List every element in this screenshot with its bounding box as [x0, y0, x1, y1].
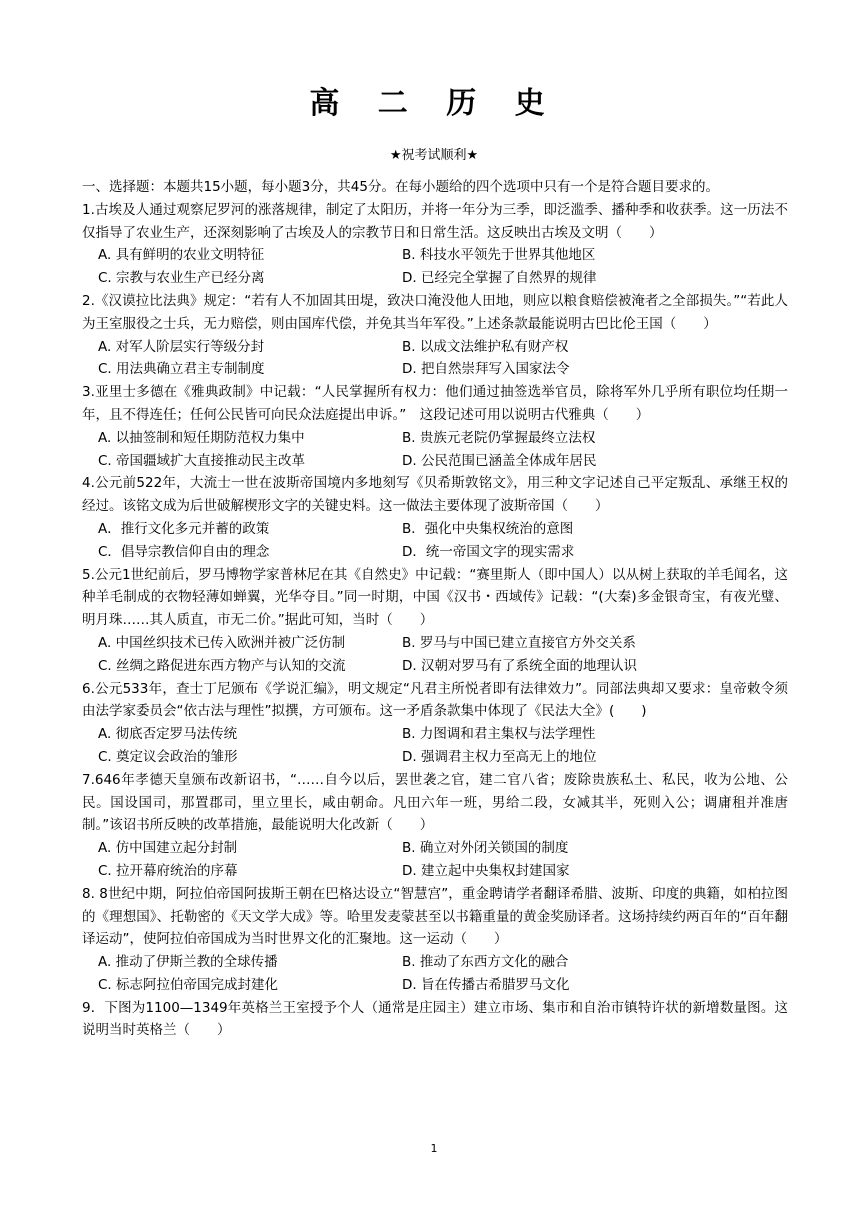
question-stem: 1.古埃及人通过观察尼罗河的涨落规律，制定了太阳历，并将一年分为三季，即泛滥季、播种季和收获季。这一历法不仅指导了农业生产，还深刻影响了古埃及人的宗教节日和日常生活。这反映出古埃及文明（ ）: [82, 201, 788, 241]
question-stem: 4.公元前522年，大流士一世在波斯帝国境内多地刻写《贝希斯敦铭文》，用三种文字记述自己平定叛乱、承继王权的经过。该铭文成为后世破解楔形文字的关键史料。这一做法主要体现了波斯帝国（ ）: [82, 475, 788, 515]
question-9: [82, 997, 788, 1043]
question-4: [82, 472, 788, 563]
page-number: 1: [430, 1142, 438, 1155]
option-a[interactable]: A. 具有鲜明的农业文明特征: [98, 247, 265, 264]
option-d[interactable]: D. 已经完全掌握了自然界的规律: [402, 270, 597, 287]
option-c[interactable]: C. 奠定议会政治的雏形: [98, 748, 238, 765]
question-6: [82, 678, 788, 769]
exam-content: [82, 176, 788, 1042]
question-7: [82, 769, 788, 883]
page-title: 高 二 历 史: [309, 86, 559, 121]
question-3: [82, 381, 788, 472]
question-options: [82, 951, 788, 997]
question-2: [82, 290, 788, 381]
option-a[interactable]: A. 对军人阶层实行等级分封: [98, 338, 265, 355]
question-options: [82, 723, 788, 769]
question-options: [82, 336, 788, 382]
option-d[interactable]: D. 强调君主权力至高无上的地位: [402, 748, 597, 765]
option-a[interactable]: A. 推动了伊斯兰教的全球传播: [98, 954, 278, 971]
option-d[interactable]: D. 建立起中央集权封建国家: [402, 862, 570, 879]
option-b[interactable]: B. 科技水平领先于世界其他地区: [402, 247, 596, 264]
option-b[interactable]: B．强化中央集权统治的意图: [402, 520, 574, 537]
question-5: [82, 564, 788, 678]
question-stem: 2.《汉谟拉比法典》规定：“若有人不加固其田堤，致决口淹没他人田地，则应以粮食赔偿被淹者之全部损失。”“若此人为王室服役之士兵，无力赔偿，则由国库代偿，并免其当年军役。”上述条款最能说明古巴比伦王国（ ）: [82, 292, 788, 332]
option-a[interactable]: A. 中国丝织技术已传入欧洲并被广泛仿制: [98, 634, 346, 651]
question-stem: 7.646年孝德天皇颁布改新诏书，“……自今以后，罢世袭之官，建二官八省；废除贵族私土、私民，收为公地、公民。国设国司，那置郡司，里立里长，咸由朝命。凡田六年一班，男给二段，女减其半，死则入公；调庸租并准唐制。”该诏书所反映的改革措施，最能说明大化改新（ ）: [82, 771, 788, 834]
option-b[interactable]: B. 确立对外闭关锁国的制度: [402, 840, 569, 857]
option-b[interactable]: B. 罗马与中国已建立直接官方外交关系: [402, 634, 636, 651]
question-options: [82, 632, 788, 678]
option-c[interactable]: C. 宗教与农业生产已经分离: [98, 270, 265, 287]
question-stem: 8. 8世纪中期，阿拉伯帝国阿拔斯王朝在巴格达设立“智慧宫”，重金聘请学者翻译希腊、波斯、印度的典籍，如柏拉图的《理想国》、托勒密的《天文学大成》等。哈里发麦蒙甚至以书籍重量的黄金奖励译者。这场持续约两百年的“百年翻译运动”，使阿拉伯帝国成为当时世界文化的汇聚地。这一运动（ ）: [82, 885, 788, 948]
option-a[interactable]: A. 以抽签制和短任期防范权力集中: [98, 429, 305, 446]
question-options: [82, 244, 788, 290]
option-c[interactable]: C．倡导宗教信仰自由的理念: [98, 543, 270, 560]
option-a[interactable]: A. 仿中国建立起分封制: [98, 840, 238, 857]
option-d[interactable]: D. 旨在传播古希腊罗马文化: [402, 976, 570, 993]
section-intro: 一、选择题：本题共15小题，每小题3分，共45分。在每小题给的四个选项中只有一个是符合题目要求的。: [82, 179, 719, 195]
option-c[interactable]: C. 用法典确立君主专制制度: [98, 361, 265, 378]
question-8: [82, 883, 788, 997]
option-d[interactable]: D. 公民范围已涵盖全体成年居民: [402, 452, 597, 469]
option-c[interactable]: C. 丝绸之路促进东西方物产与认知的交流: [98, 657, 346, 674]
question-options: [82, 427, 788, 473]
question-stem: 6.公元533年，查士丁尼颁布《学说汇编》，明文规定“凡君主所悦者即有法律效力”。同部法典却又要求：皇帝敕令须由法学家委员会“依古法与理性”拟撰，方可颁布。这一矛盾条款集中体现了《民法大全》( ): [82, 680, 788, 720]
question-options: [82, 837, 788, 883]
option-b[interactable]: B. 以成文法维护私有财产权: [402, 338, 569, 355]
option-a[interactable]: A．推行文化多元并蓄的政策: [98, 520, 270, 537]
option-c[interactable]: C. 标志阿拉伯帝国完成封建化: [98, 976, 279, 993]
option-b[interactable]: B. 推动了东西方文化的融合: [402, 954, 569, 971]
question-1: [82, 199, 788, 290]
page-subtitle: ★祝考试顺利★: [389, 148, 479, 163]
option-d[interactable]: D. 汉朝对罗马有了系统全面的地理认识: [402, 657, 637, 674]
question-stem: 5.公元1世纪前后，罗马博物学家普林尼在其《自然史》中记载：“赛里斯人（即中国人）以从树上获取的羊毛闻名，这种羊毛制成的衣物轻薄如蝉翼，光华夺目。”同一时期，中国《汉书・西域传》记载：“(大秦)多金银奇宝，有夜光璧、明月珠……其人质直，市无二价。”据此可知，当时（ ）: [82, 566, 788, 629]
option-d[interactable]: D．统一帝国文字的现实需求: [402, 543, 575, 560]
question-options: [82, 518, 788, 564]
option-b[interactable]: B. 贵族元老院仍掌握最终立法权: [402, 429, 596, 446]
option-d[interactable]: D. 把自然崇拜写入国家法令: [402, 361, 570, 378]
question-stem: 9．下图为1100—1349年英格兰王室授予个人（通常是庄园主）建立市场、集市和自治市镇特许状的新增数量图。这说明当时英格兰（ ）: [82, 999, 788, 1039]
option-a[interactable]: A. 彻底否定罗马法传统: [98, 726, 238, 743]
question-stem: 3.亚里士多德在《雅典政制》中记载：“人民掌握所有权力：他们通过抽签选举官员，除将军外几乎所有职位均任期一年，且不得连任；任何公民皆可向民众法庭提出申诉。” 这段记述可用以说明古代雅典（ ）: [82, 384, 788, 423]
option-c[interactable]: C. 拉开幕府统治的序幕: [98, 862, 238, 879]
option-b[interactable]: B. 力图调和君主集权与法学理性: [402, 726, 596, 743]
option-c[interactable]: C. 帝国疆域扩大直接推动民主改革: [98, 452, 306, 469]
